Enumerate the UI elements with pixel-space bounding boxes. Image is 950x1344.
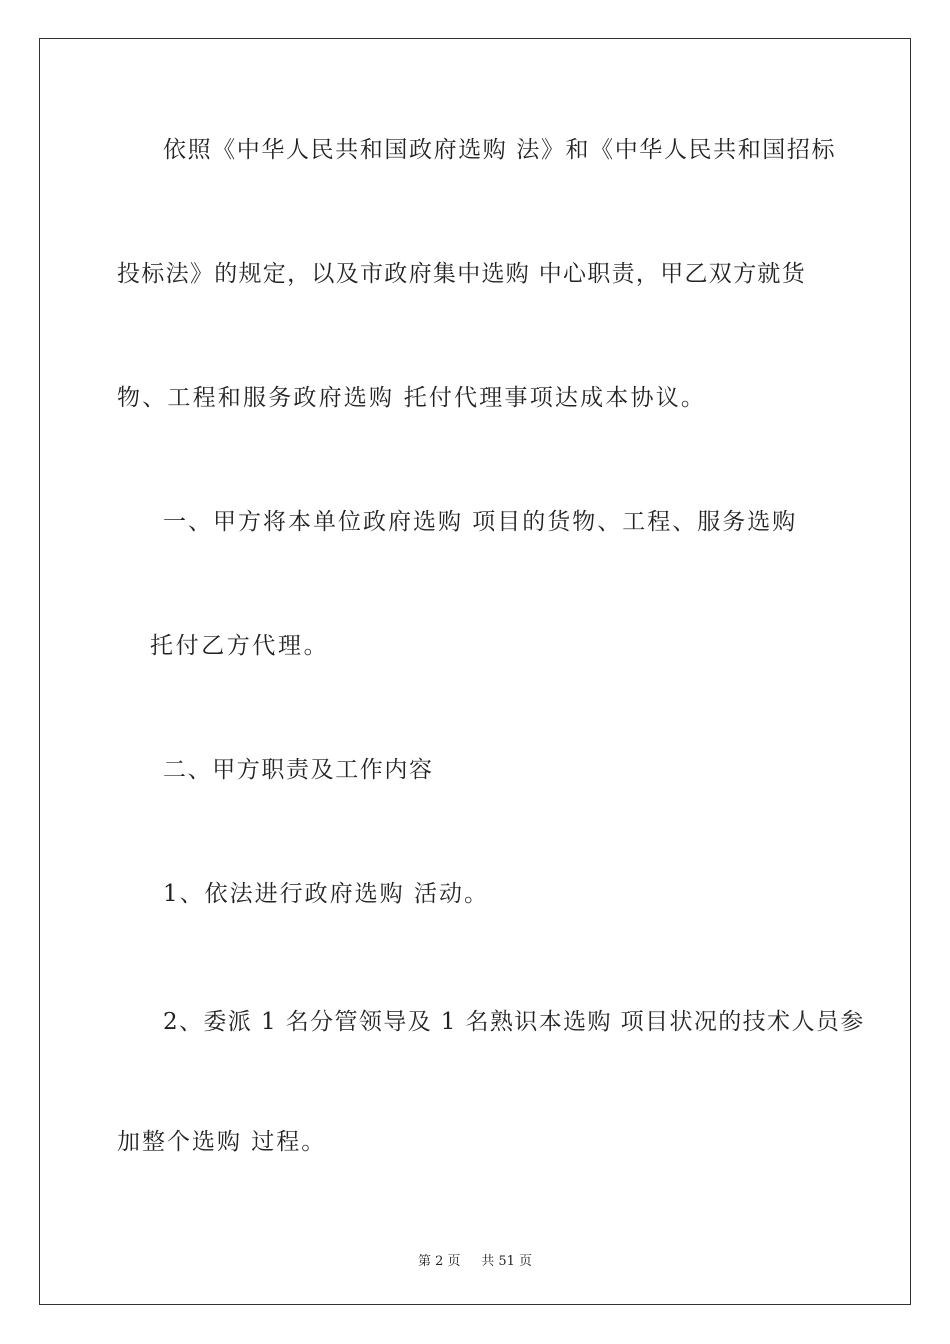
section-heading: 二、甲方职责及工作内容 <box>163 757 434 783</box>
paragraph-line-2: 投标法》的规定，以及市政府集中选购 中心职责，甲乙双方就货 <box>117 261 807 287</box>
paragraph-line-5: 托付乙方代理。 <box>150 633 330 659</box>
page-border <box>39 38 911 1305</box>
paragraph-line-3: 物、工程和服务政府选购 托付代理事项达成本协议。 <box>117 385 707 411</box>
paragraph-line-8: 2、委派 1 名分管领导及 1 名熟识本选购 项目状况的技术人员参 <box>163 1009 865 1035</box>
paragraph-line-9: 加整个选购 过程。 <box>117 1129 327 1155</box>
paragraph-line-7: 1、依法进行政府选购 活动。 <box>163 881 489 907</box>
page-number: 第 2 页 <box>417 1254 461 1269</box>
page-footer <box>0 1250 950 1269</box>
paragraph-line-1: 依照《中华人民共和国政府选购 法》和《中华人民共和国招标 <box>163 137 837 163</box>
paragraph-line-4: 一、甲方将本单位政府选购 项目的货物、工程、服务选购 <box>163 509 798 535</box>
page-total: 共 51 页 <box>481 1254 533 1269</box>
